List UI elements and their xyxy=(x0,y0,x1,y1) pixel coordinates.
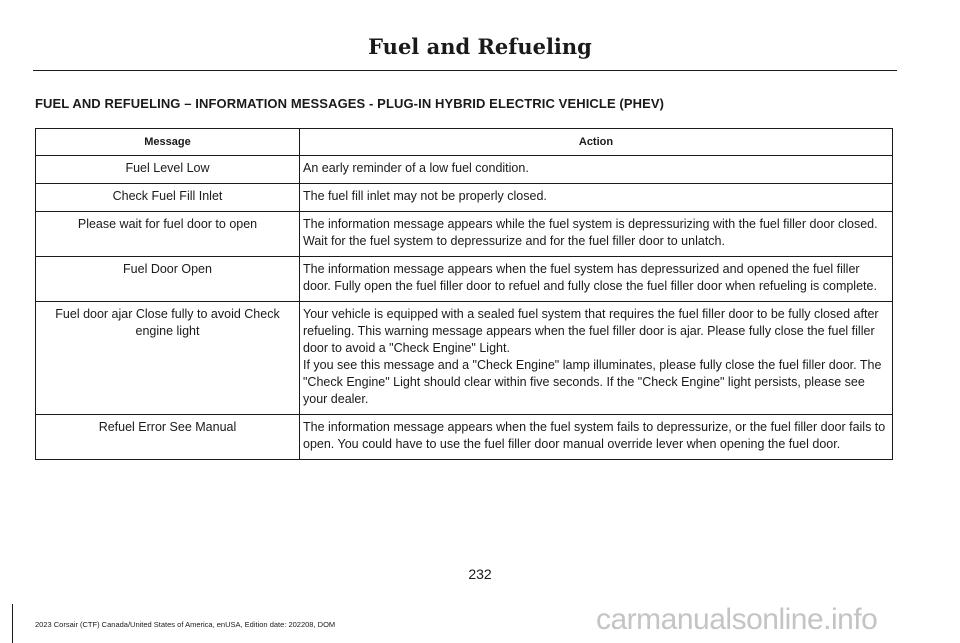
column-header-message: Message xyxy=(36,129,300,156)
action-text: Your vehicle is equipped with a sealed fuel system that requires the fuel filler door to be fully closed after refueling. This warning message appears when the fuel filler door is ajar. Please fully close the fuel filler door to avoid a "Check Engine" Light. xyxy=(303,307,879,355)
column-header-action: Action xyxy=(300,129,893,156)
action-cell xyxy=(300,257,893,302)
message-cell: Refuel Error See Manual xyxy=(36,415,300,460)
table-row xyxy=(36,257,893,302)
page-header-title: Fuel and Refueling xyxy=(368,34,592,59)
table-row xyxy=(36,212,893,257)
action-text: If you see this message and a "Check Engine" lamp illuminates, please fully close the fuel filler door. The "Check Engine" Light should clear within five seconds. If the "Check Engine" light persists, please see your dealer. xyxy=(303,358,882,406)
table-row xyxy=(36,302,893,415)
message-cell: Fuel Door Open xyxy=(36,257,300,302)
message-cell: Please wait for fuel door to open xyxy=(36,212,300,257)
action-cell xyxy=(300,184,893,212)
action-text: The information message appears when the fuel system has depressurized and opened the fuel filler door. Fully open the fuel filler door to refuel and fully close the fuel filler door when refueling is complete. xyxy=(303,262,877,293)
table-header-row xyxy=(36,129,893,156)
table-row xyxy=(36,156,893,184)
table-row xyxy=(36,184,893,212)
action-text: The information message appears when the fuel system fails to depressurize, or the fuel filler door fails to open. You could have to use the fuel filler door manual override lever when opening the fuel door. xyxy=(303,420,886,451)
table-row xyxy=(36,415,893,460)
header-divider xyxy=(33,70,897,71)
edition-footer: 2023 Corsair (CTF) Canada/United States of America, enUSA, Edition date: 202208, DOM xyxy=(35,620,336,629)
action-text: An early reminder of a low fuel condition. xyxy=(303,161,529,175)
message-cell: Fuel Level Low xyxy=(36,156,300,184)
message-cell: Check Fuel Fill Inlet xyxy=(36,184,300,212)
page-number: 232 xyxy=(468,566,492,582)
messages-table xyxy=(35,128,893,460)
action-cell xyxy=(300,212,893,257)
action-cell xyxy=(300,302,893,415)
section-title: FUEL AND REFUELING – INFORMATION MESSAGES - PLUG-IN HYBRID ELECTRIC VEHICLE (PHEV) xyxy=(35,96,665,111)
action-text: The fuel fill inlet may not be properly closed. xyxy=(303,189,547,203)
watermark: carmanualsonline.info xyxy=(596,603,878,636)
crop-mark xyxy=(12,604,13,643)
action-text: The information message appears while the fuel system is depressurizing with the fuel filler door closed. Wait for the fuel system to depressurize and for the fuel filler door to unlatch. xyxy=(303,217,878,248)
message-cell: Fuel door ajar Close fully to avoid Check engine light xyxy=(36,302,300,415)
action-cell xyxy=(300,156,893,184)
action-cell xyxy=(300,415,893,460)
